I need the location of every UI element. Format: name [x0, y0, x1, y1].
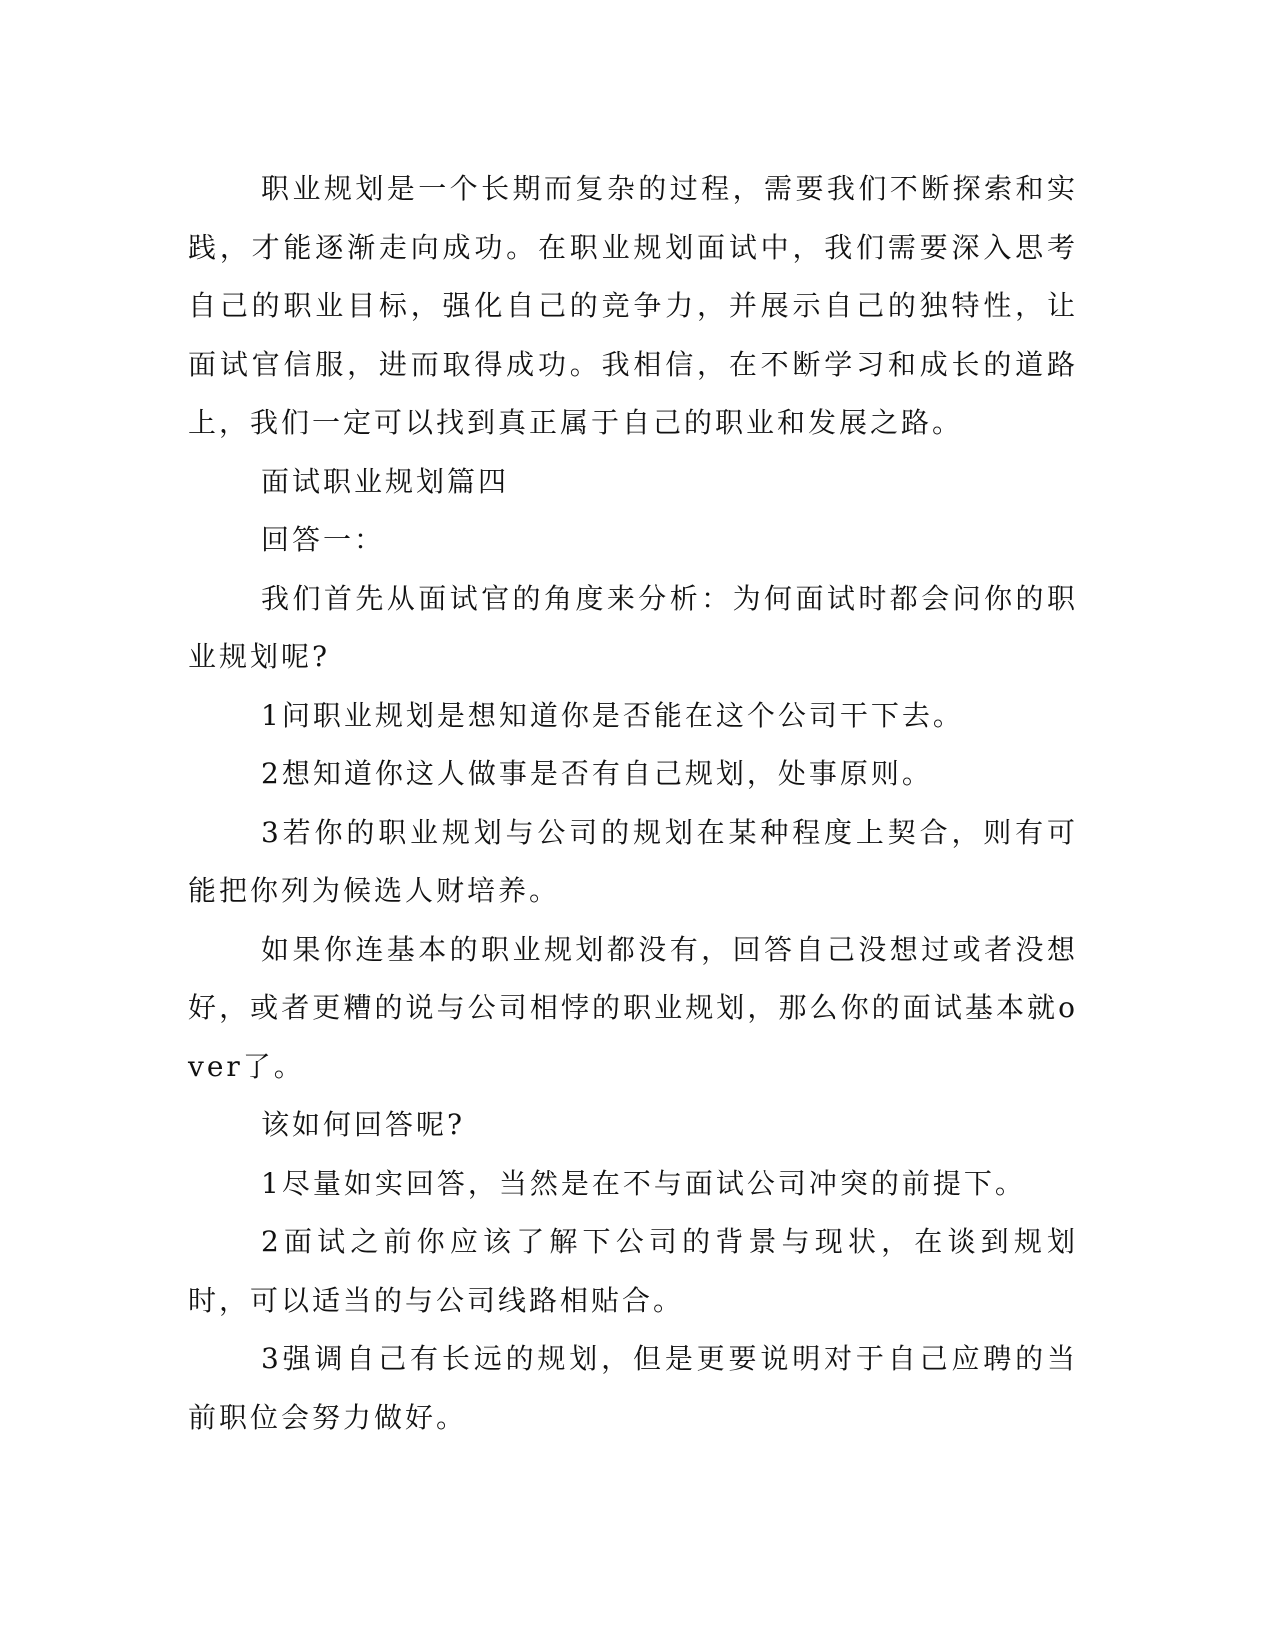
document-page — [188, 160, 1078, 1447]
section-heading: 面试职业规划篇四 — [261, 464, 510, 498]
list-item: 3若你的职业规划与公司的规划在某种程度上契合，则有可能把你列为候选人财培养。 — [188, 815, 1078, 907]
list-item: 1尽量如实回答，当然是在不与面试公司冲突的前提下。 — [261, 1166, 1026, 1200]
subheading-how-to-answer: 该如何回答呢? — [261, 1108, 466, 1141]
paragraph-interviewer-view: 我们首先从面试官的角度来分析：为何面试时都会问你的职业规划呢? — [188, 581, 1078, 673]
answer-label: 回答一： — [261, 523, 386, 556]
list-item: 1问职业规划是想知道你是否能在这个公司干下去。 — [261, 698, 964, 732]
paragraph-warning: 如果你连基本的职业规划都没有，回答自己没想过或者没想好，或者更糟的说与公司相悖的职业规划，那么你的面试基本就over了。 — [188, 932, 1078, 1083]
paragraph-career-summary: 职业规划是一个长期而复杂的过程，需要我们不断探索和实践，才能逐渐走向成功。在职业规划面试中，我们需要深入思考自己的职业目标，强化自己的竞争力，并展示自己的独特性，让面试官信服，进而取得成功。我相信，在不断学习和成长的道路上，我们一定可以找到真正属于自己的职业和发展之路。 — [188, 172, 1078, 439]
list-item: 2面试之前你应该了解下公司的背景与现状，在谈到规划时，可以适当的与公司线路相贴合。 — [188, 1225, 1078, 1317]
list-item: 2想知道你这人做事是否有自己规划，处事原则。 — [261, 757, 933, 790]
list-item: 3强调自己有长远的规划，但是更要说明对于自己应聘的当前职位会努力做好。 — [188, 1342, 1078, 1434]
